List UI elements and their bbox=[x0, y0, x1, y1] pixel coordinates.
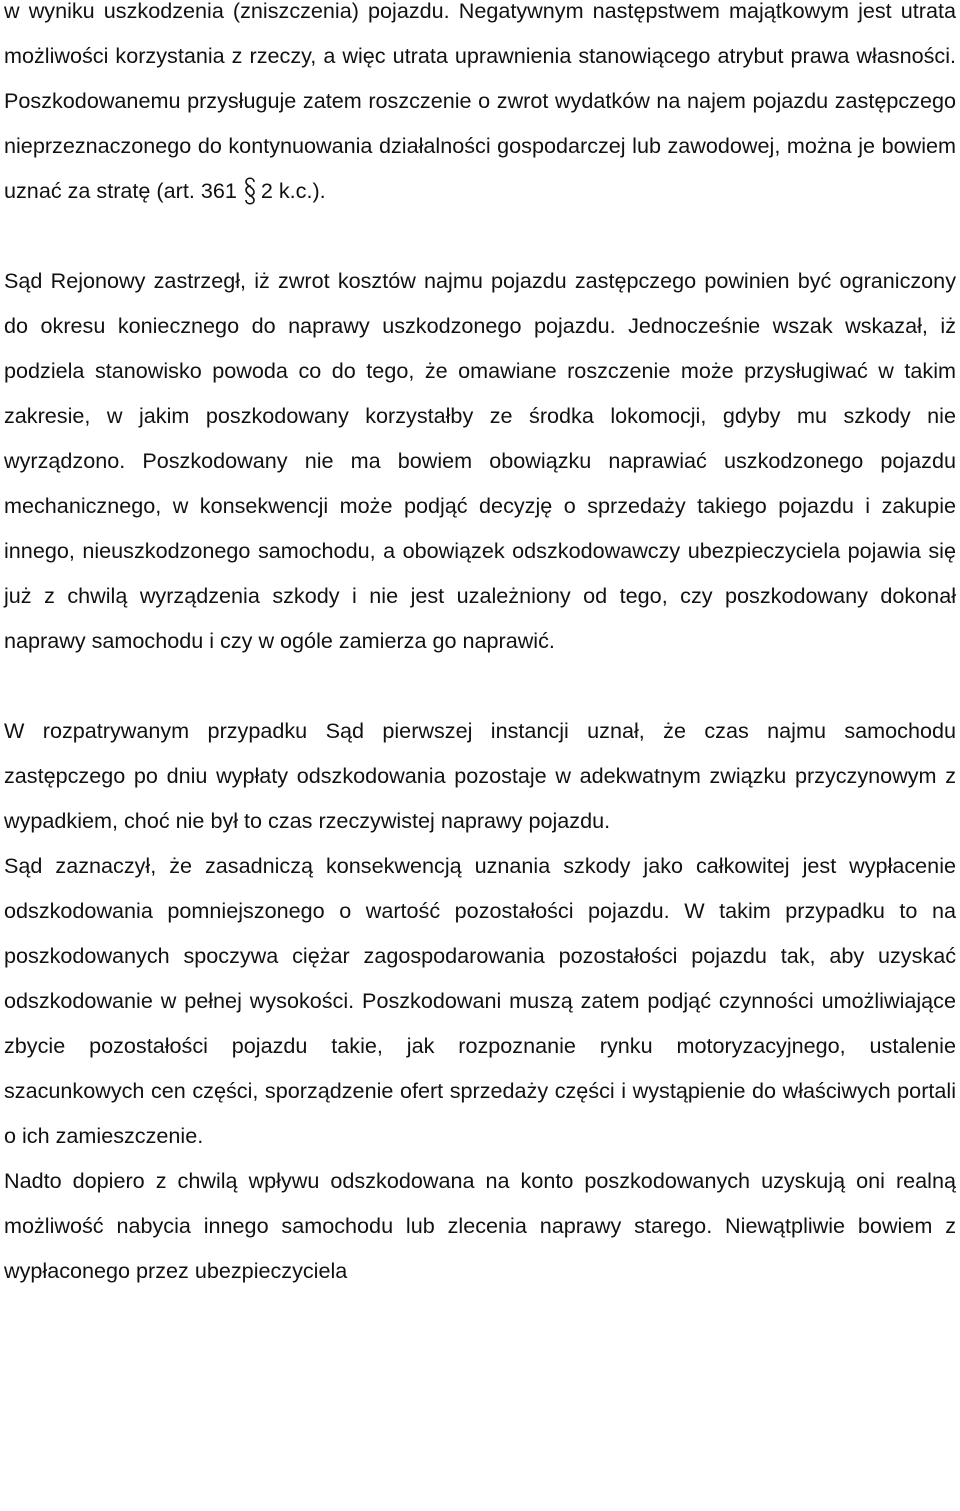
paragraph-gap bbox=[4, 213, 956, 258]
paragraph-gap bbox=[4, 663, 956, 708]
paragraph-2: Sąd Rejonowy zastrzegł, iż zwrot kosztów najmu pojazdu zastępczego powinien być ograniczony do okresu koniecznego do naprawy uszkodzonego pojazdu. Jednocześnie wszak wskazał, iż podziela stanowisko powoda co do tego, że omawiane roszczenie może przysługiwać w takim zakresie, w jakim poszkodowany korzystałby ze środka lokomocji, gdyby mu szkody nie wyrządzono. Poszkodowany nie ma bowiem obowiązku naprawiać uszkodzonego pojazdu mechanicznego, w konsekwencji może podjąć decyzję o sprzedaży takiego pojazdu i zakupie innego, nieuszkodzonego samochodu, a obowiązek odszkodowawczy ubezpieczyciela pojawia się już z chwilą wyrządzenia szkody i nie jest uzależniony od tego, czy poszkodowany dokonał naprawy samochodu i czy w ogóle zamierza go naprawić. bbox=[4, 268, 956, 653]
paragraph-1 bbox=[4, 0, 956, 213]
paragraph-1-tail: 2 k.c.). bbox=[260, 178, 326, 203]
paragraph-5: Nadto dopiero z chwilą wpływu odszkodowana na konto poszkodowanych uzyskują oni realną możliwość nabycia innego samochodu lub zlecenia naprawy starego. Niewątpliwie bowiem z wypłaconego przez ubezpieczyciela bbox=[4, 1168, 956, 1283]
document-body bbox=[4, 0, 956, 1293]
paragraph-4: Sąd zaznaczył, że zasadniczą konsekwencją uznania szkody jako całkowitej jest wypłacenie odszkodowania pomniejszonego o wartość pozostałości pojazdu. W takim przypadku to na poszkodowanych spoczywa ciężar zagospodarowania pozostałości pojazdu tak, aby uzyskać odszkodowanie w pełnej wysokości. Poszkodowani muszą zatem podjąć czynności umożliwiające zbycie pozostałości pojazdu takie, jak rozpoznanie rynku motoryzacyjnego, ustalenie szacunkowych cen części, sporządzenie ofert sprzedaży części i wystąpienie do właściwych portali o ich zamieszczenie. bbox=[4, 853, 956, 1148]
paragraph-1-text: w wyniku uszkodzenia (zniszczenia) pojazdu. Negatywnym następstwem majątkowym jest utrata możliwości korzystania z rzeczy, a więc utrata uprawnienia stanowiącego atrybut prawa własności. Poszkodowanemu przysługuje zatem roszczenie o zwrot wydatków na najem pojazdu zastępczego nieprzeznaczonego do kontynuowania działalności gospodarczej lub zawodowej, można je bowiem uznać za stratę (art. 361 bbox=[4, 0, 956, 203]
section-sign-icon bbox=[243, 176, 257, 206]
paragraph-3: W rozpatrywanym przypadku Sąd pierwszej instancji uznał, że czas najmu samochodu zastępczego po dniu wypłaty odszkodowania pozostaje w adekwatnym związku przyczynowym z wypadkiem, choć nie był to czas rzeczywistej naprawy pojazdu. bbox=[4, 718, 956, 833]
